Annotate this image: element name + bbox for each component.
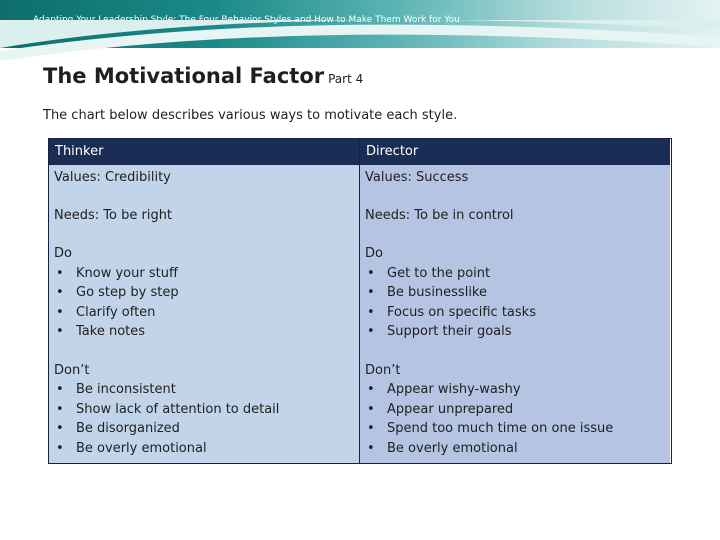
list-item: • Clarify often [56, 304, 156, 320]
list-item: • Be businesslike [367, 285, 487, 300]
dont-heading: Don’t [54, 362, 90, 378]
do-list [54, 264, 359, 342]
values-row [54, 168, 359, 206]
list-item: • Take notes [56, 324, 146, 339]
director-column [360, 139, 670, 463]
values-label: Values: [365, 170, 412, 185]
needs-row [54, 206, 359, 244]
values-row [365, 168, 670, 206]
list-item: • Know your stuff [56, 265, 178, 281]
needs-text: To be right [103, 208, 173, 223]
do-heading: Do [54, 246, 72, 261]
list-item: • Get to the point [367, 265, 491, 281]
needs-label: Needs: [54, 208, 100, 223]
dont-list [365, 380, 670, 458]
list-item: • Be overly emotional [367, 440, 518, 456]
list-item: • Be overly emotional [56, 440, 207, 456]
thinker-column [49, 139, 360, 463]
motivation-table [48, 138, 672, 464]
list-item: • Show lack of attention to detail [56, 401, 280, 417]
values-text: Credibility [105, 170, 171, 185]
list-item: • Appear wishy-washy [367, 382, 521, 397]
needs-label: Needs: [365, 208, 411, 223]
dont-heading: Don’t [365, 362, 401, 378]
page-title [43, 64, 363, 88]
needs-text: To be in control [414, 208, 514, 223]
title-main: The Motivational Factor [43, 64, 325, 88]
list-item: • Go step by step [56, 285, 179, 300]
needs-row [365, 206, 670, 244]
dont-list [54, 380, 359, 458]
do-heading: Do [365, 246, 383, 261]
column-header-director: Director [360, 139, 670, 165]
list-item: • Support their goals [367, 324, 512, 339]
list-item: • Focus on specific tasks [367, 304, 536, 320]
do-list [365, 264, 670, 342]
list-item: • Spend too much time on one issue [367, 421, 614, 436]
list-item: • Be disorganized [56, 421, 180, 436]
values-label: Values: [54, 170, 101, 185]
list-item: • Be inconsistent [56, 382, 176, 397]
column-header-thinker: Thinker [49, 139, 359, 165]
list-item: • Appear unprepared [367, 401, 514, 417]
intro-text: The chart below describes various ways to motivate each style. [43, 108, 458, 123]
values-text: Success [416, 170, 469, 185]
title-part: Part 4 [328, 72, 364, 86]
